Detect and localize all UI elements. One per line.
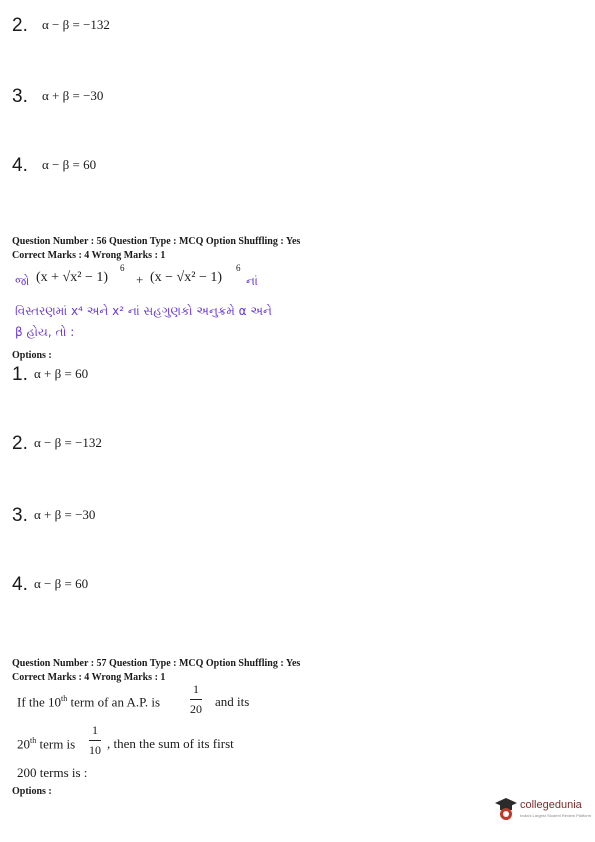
fraction-1-numerator: 1 — [193, 682, 199, 696]
fraction-1 — [190, 682, 202, 717]
options-label: Options : — [12, 350, 52, 361]
logo-name: collegedunia — [520, 799, 582, 811]
line1-text-c: and its — [215, 694, 250, 709]
option-text: α − β = −132 — [34, 435, 102, 450]
exponent-2: 6 — [236, 263, 241, 273]
line2-sup: th — [30, 736, 37, 745]
question-meta: Question Number : 56 Question Type : MCQ Option Shuffling : Yes — [12, 236, 301, 247]
option-text: α − β = 60 — [42, 157, 97, 172]
line2-text-c: , then the sum of its first — [107, 736, 234, 751]
option-number: 3. — [12, 505, 28, 526]
option-number: 4. — [12, 574, 28, 595]
option-text: α + β = −30 — [34, 507, 96, 522]
fraction-bar — [190, 699, 202, 700]
logo-tagline: India's Largest Student Review Platform — [520, 813, 592, 818]
gujarati-suffix: નાં — [246, 274, 258, 288]
option-number: 1. — [12, 364, 28, 385]
question-line-2: વિસ્તરણમાં x⁴ અને x² નાં સહગુણકો અનુક્રમે α અને — [15, 304, 272, 318]
line2-text-b: term is — [36, 736, 76, 752]
marks-meta: Correct Marks : 4 Wrong Marks : 1 — [12, 672, 166, 683]
question-meta: Question Number : 57 Question Type : MCQ Option Shuffling : Yes — [12, 658, 301, 669]
question-line-3: 200 terms is : — [17, 765, 88, 780]
option-text: α − β = 60 — [34, 576, 89, 591]
graduation-cap-icon — [494, 796, 518, 822]
expression-2: (x − √x² − 1) — [150, 270, 222, 285]
options-label: Options : — [12, 786, 52, 797]
fraction-2 — [89, 723, 101, 758]
exponent-1: 6 — [120, 263, 125, 273]
fraction-bar — [89, 740, 101, 741]
fraction-2-denominator: 10 — [89, 743, 101, 757]
option-number: 2. — [12, 433, 28, 454]
option-text: α + β = −30 — [42, 88, 104, 103]
line1-text-b: term of an A.P. is — [67, 694, 161, 710]
gujarati-prefix: જો — [15, 274, 30, 288]
fraction-2-numerator: 1 — [92, 723, 98, 737]
question-line-3: β હોય, તો : — [15, 325, 75, 339]
line2-text-a: 20 — [17, 736, 30, 752]
fraction-1-denominator: 20 — [190, 702, 202, 716]
option-number: 3. — [12, 86, 28, 107]
option-text: α − β = −132 — [42, 17, 110, 32]
line1-text-a: If the 10 — [17, 694, 62, 710]
expression-1: (x + √x² − 1) — [36, 270, 108, 285]
line1-sup: th — [61, 694, 68, 703]
plus-sign: + — [136, 272, 144, 287]
option-number: 2. — [12, 15, 28, 36]
marks-meta: Correct Marks : 4 Wrong Marks : 1 — [12, 250, 166, 261]
option-text: α + β = 60 — [34, 366, 89, 381]
option-number: 4. — [12, 155, 28, 176]
